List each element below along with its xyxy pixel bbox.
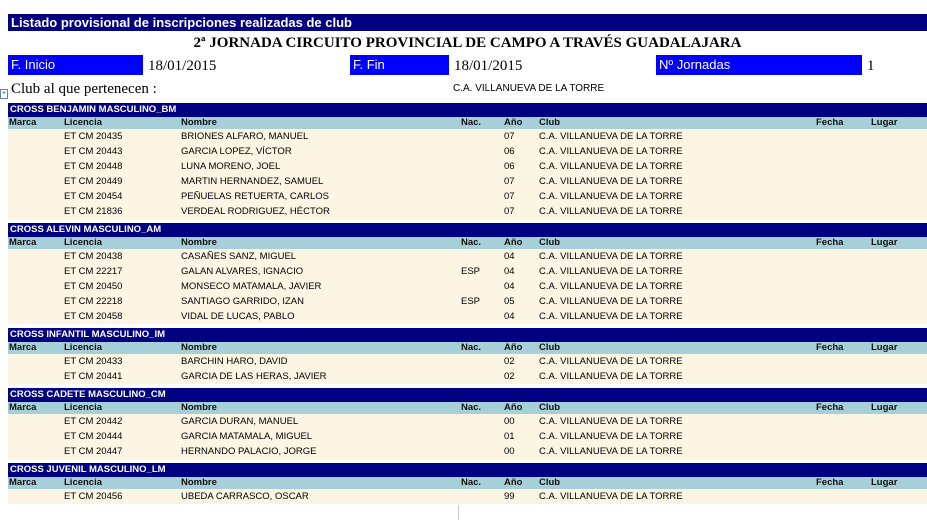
- cell-nombre: MONSECO MATAMALA, JAVIER: [181, 281, 322, 292]
- cell-licencia: ET CM 20441: [64, 371, 123, 382]
- column-header-nombre: Nombre: [181, 342, 217, 353]
- cell-licencia: ET CM 20448: [64, 161, 123, 172]
- column-header-lugar: Lugar: [871, 237, 898, 248]
- cell-licencia: ET CM 20438: [64, 251, 123, 262]
- cell-nombre: GARCIA LOPEZ, VÍCTOR: [181, 146, 292, 157]
- cell-anio: 99: [504, 491, 515, 502]
- cell-nombre: LUNA MORENO, JOEL: [181, 161, 281, 172]
- cell-anio: 07: [504, 191, 515, 202]
- cell-club: C.A. VILLANUEVA DE LA TORRE: [539, 191, 683, 202]
- cell-nombre: MARTIN HERNANDEZ, SAMUEL: [181, 176, 324, 187]
- column-header-nac: Nac.: [461, 117, 482, 128]
- cell-nombre: GALAN ALVARES, IGNACIO: [181, 266, 304, 277]
- column-header-licencia: Licencia: [64, 117, 103, 128]
- club-value: C.A. VILLANUEVA DE LA TORRE: [453, 83, 605, 94]
- section-title: CROSS JUVENIL MASCULINO_LM: [8, 463, 927, 477]
- jornadas-label: Nº Jornadas: [656, 55, 862, 75]
- column-header-nombre: Nombre: [181, 237, 217, 248]
- cell-club: C.A. VILLANUEVA DE LA TORRE: [539, 146, 683, 157]
- cell-anio: 04: [504, 266, 515, 277]
- cell-anio: 00: [504, 416, 515, 427]
- table-row[interactable]: [8, 249, 927, 264]
- table-body: [8, 414, 927, 459]
- cell-club: C.A. VILLANUEVA DE LA TORRE: [539, 266, 683, 277]
- column-header-nac: Nac.: [461, 402, 482, 413]
- cell-anio: 00: [504, 446, 515, 457]
- table-body: [8, 354, 927, 384]
- cell-club: C.A. VILLANUEVA DE LA TORRE: [539, 416, 683, 427]
- jornadas-value: 1: [867, 58, 875, 74]
- expand-icon[interactable]: +: [1, 90, 7, 97]
- column-header-nombre: Nombre: [181, 402, 217, 413]
- cell-club: C.A. VILLANUEVA DE LA TORRE: [539, 206, 683, 217]
- column-header-lugar: Lugar: [871, 477, 898, 488]
- cell-club: C.A. VILLANUEVA DE LA TORRE: [539, 356, 683, 367]
- table-row[interactable]: [8, 414, 927, 429]
- cell-anio: 07: [504, 131, 515, 142]
- cell-nombre: GARCIA MATAMALA, MIGUEL: [181, 431, 313, 442]
- cell-club: C.A. VILLANUEVA DE LA TORRE: [539, 161, 683, 172]
- cell-anio: 05: [504, 296, 515, 307]
- cell-nombre: VIDAL DE LUCAS, PABLO: [181, 311, 295, 322]
- cell-nombre: GARCIA DURAN, MANUEL: [181, 416, 299, 427]
- column-header-marca: Marca: [9, 117, 37, 128]
- cell-club: C.A. VILLANUEVA DE LA TORRE: [539, 281, 683, 292]
- cell-licencia: ET CM 22217: [64, 266, 123, 277]
- cell-club: C.A. VILLANUEVA DE LA TORRE: [539, 251, 683, 262]
- column-header-marca: Marca: [9, 477, 37, 488]
- section-title: CROSS INFANTIL MASCULINO_IM: [8, 328, 927, 342]
- column-header-row: [8, 402, 927, 414]
- column-header-lugar: Lugar: [871, 117, 898, 128]
- cell-licencia: ET CM 20444: [64, 431, 123, 442]
- cell-club: C.A. VILLANUEVA DE LA TORRE: [539, 311, 683, 322]
- column-header-fecha: Fecha: [816, 477, 844, 488]
- table-row[interactable]: [8, 429, 927, 444]
- cell-licencia: ET CM 22218: [64, 296, 123, 307]
- section-title: CROSS CADETE MASCULINO_CM: [8, 388, 927, 402]
- cell-nombre: PEÑUELAS RETUERTA, CARLOS: [181, 191, 329, 202]
- table-row[interactable]: [8, 489, 927, 504]
- column-header-marca: Marca: [9, 237, 37, 248]
- table-body: [8, 129, 927, 219]
- column-header-marca: Marca: [9, 342, 37, 353]
- cell-anio: 02: [504, 371, 515, 382]
- cell-licencia: ET CM 20458: [64, 311, 123, 322]
- column-header-anio: Año: [504, 237, 523, 248]
- column-header-club: Club: [539, 237, 561, 248]
- column-header-club: Club: [539, 402, 561, 413]
- cell-nombre: GARCIA DE LAS HERAS, JAVIER: [181, 371, 327, 382]
- column-header-club: Club: [539, 342, 561, 353]
- column-header-licencia: Licencia: [64, 477, 103, 488]
- column-header-row: [8, 342, 927, 354]
- cell-nombre: UBEDA CARRASCO, OSCAR: [181, 491, 309, 502]
- table-row[interactable]: [8, 144, 927, 159]
- column-header-nac: Nac.: [461, 477, 482, 488]
- column-header-anio: Año: [504, 477, 523, 488]
- cell-nombre: HERNANDO PALACIO, JORGE: [181, 446, 317, 457]
- cell-club: C.A. VILLANUEVA DE LA TORRE: [539, 131, 683, 142]
- column-header-lugar: Lugar: [871, 402, 898, 413]
- cell-licencia: ET CM 20447: [64, 446, 123, 457]
- column-header-row: [8, 477, 927, 489]
- column-header-marca: Marca: [9, 402, 37, 413]
- cell-anio: 04: [504, 281, 515, 292]
- column-header-nac: Nac.: [461, 237, 482, 248]
- cell-nombre: SANTIAGO GARRIDO, IZAN: [181, 296, 304, 307]
- table-row[interactable]: [8, 279, 927, 294]
- cell-club: C.A. VILLANUEVA DE LA TORRE: [539, 446, 683, 457]
- club-label: Club al que pertenecen :: [11, 81, 157, 97]
- table-row[interactable]: [8, 444, 927, 459]
- cell-nombre: BARCHIN HARO, DAVID: [181, 356, 288, 367]
- column-header-club: Club: [539, 477, 561, 488]
- cell-licencia: ET CM 21836: [64, 206, 123, 217]
- cell-licencia: ET CM 20442: [64, 416, 123, 427]
- column-header-lugar: Lugar: [871, 342, 898, 353]
- event-title: 2ª JORNADA CIRCUITO PROVINCIAL DE CAMPO A TRAVÉS GUADALAJARA: [193, 35, 742, 51]
- cell-licencia: ET CM 20450: [64, 281, 123, 292]
- cell-licencia: ET CM 20454: [64, 191, 123, 202]
- cell-licencia: ET CM 20456: [64, 491, 123, 502]
- cell-club: C.A. VILLANUEVA DE LA TORRE: [539, 296, 683, 307]
- cell-nombre: CASAÑES SANZ, MIGUEL: [181, 251, 297, 262]
- table-row[interactable]: [8, 264, 927, 279]
- start-date-label: F. Inicio: [8, 55, 143, 75]
- cell-licencia: ET CM 20433: [64, 356, 123, 367]
- column-header-anio: Año: [504, 402, 523, 413]
- column-header-fecha: Fecha: [816, 117, 844, 128]
- column-header-licencia: Licencia: [64, 237, 103, 248]
- cell-nac: ESP: [461, 296, 481, 307]
- table-row[interactable]: [8, 309, 927, 324]
- table-row[interactable]: [8, 354, 927, 369]
- column-header-fecha: Fecha: [816, 342, 844, 353]
- cell-club: C.A. VILLANUEVA DE LA TORRE: [539, 176, 683, 187]
- end-date-value: 18/01/2015: [454, 58, 523, 74]
- cell-licencia: ET CM 20443: [64, 146, 123, 157]
- column-header-licencia: Licencia: [64, 402, 103, 413]
- cell-anio: 06: [504, 161, 515, 172]
- cell-anio: 06: [504, 146, 515, 157]
- cell-licencia: ET CM 20435: [64, 131, 123, 142]
- table-body: [8, 249, 927, 324]
- column-header-row: [8, 117, 927, 129]
- column-header-nac: Nac.: [461, 342, 482, 353]
- table-row[interactable]: [8, 204, 927, 219]
- start-date-value: 18/01/2015: [148, 58, 217, 74]
- cell-club: C.A. VILLANUEVA DE LA TORRE: [539, 491, 683, 502]
- cell-nombre: BRIONES ALFARO, MANUEL: [181, 131, 309, 142]
- column-header-nombre: Nombre: [181, 477, 217, 488]
- table-row[interactable]: [8, 159, 927, 174]
- cell-anio: 04: [504, 251, 515, 262]
- column-header-anio: Año: [504, 117, 523, 128]
- table-row[interactable]: [8, 129, 927, 144]
- table-row[interactable]: [8, 189, 927, 204]
- column-header-nombre: Nombre: [181, 117, 217, 128]
- table-row[interactable]: [8, 174, 927, 189]
- column-header-row: [8, 237, 927, 249]
- section-title: CROSS BENJAMIN MASCULINO_BM: [8, 103, 927, 117]
- column-header-fecha: Fecha: [816, 402, 844, 413]
- cell-nombre: VERDEAL RODRIGUEZ, HÉCTOR: [181, 206, 330, 217]
- end-date-label: F. Fin: [350, 55, 449, 75]
- cell-anio: 07: [504, 206, 515, 217]
- column-header-anio: Año: [504, 342, 523, 353]
- cell-anio: 07: [504, 176, 515, 187]
- column-header-licencia: Licencia: [64, 342, 103, 353]
- report-title: Listado provisional de inscripciones realizadas de club: [8, 14, 927, 31]
- cell-club: C.A. VILLANUEVA DE LA TORRE: [539, 371, 683, 382]
- divider: [458, 505, 459, 520]
- cell-licencia: ET CM 20449: [64, 176, 123, 187]
- cell-anio: 02: [504, 356, 515, 367]
- cell-anio: 04: [504, 311, 515, 322]
- column-header-fecha: Fecha: [816, 237, 844, 248]
- table-body: [8, 489, 927, 504]
- cell-nac: ESP: [461, 266, 481, 277]
- table-row[interactable]: [8, 369, 927, 384]
- cell-club: C.A. VILLANUEVA DE LA TORRE: [539, 431, 683, 442]
- section-title: CROSS ALEVIN MASCULINO_AM: [8, 223, 927, 237]
- table-row[interactable]: [8, 294, 927, 309]
- cell-anio: 01: [504, 431, 515, 442]
- column-header-club: Club: [539, 117, 561, 128]
